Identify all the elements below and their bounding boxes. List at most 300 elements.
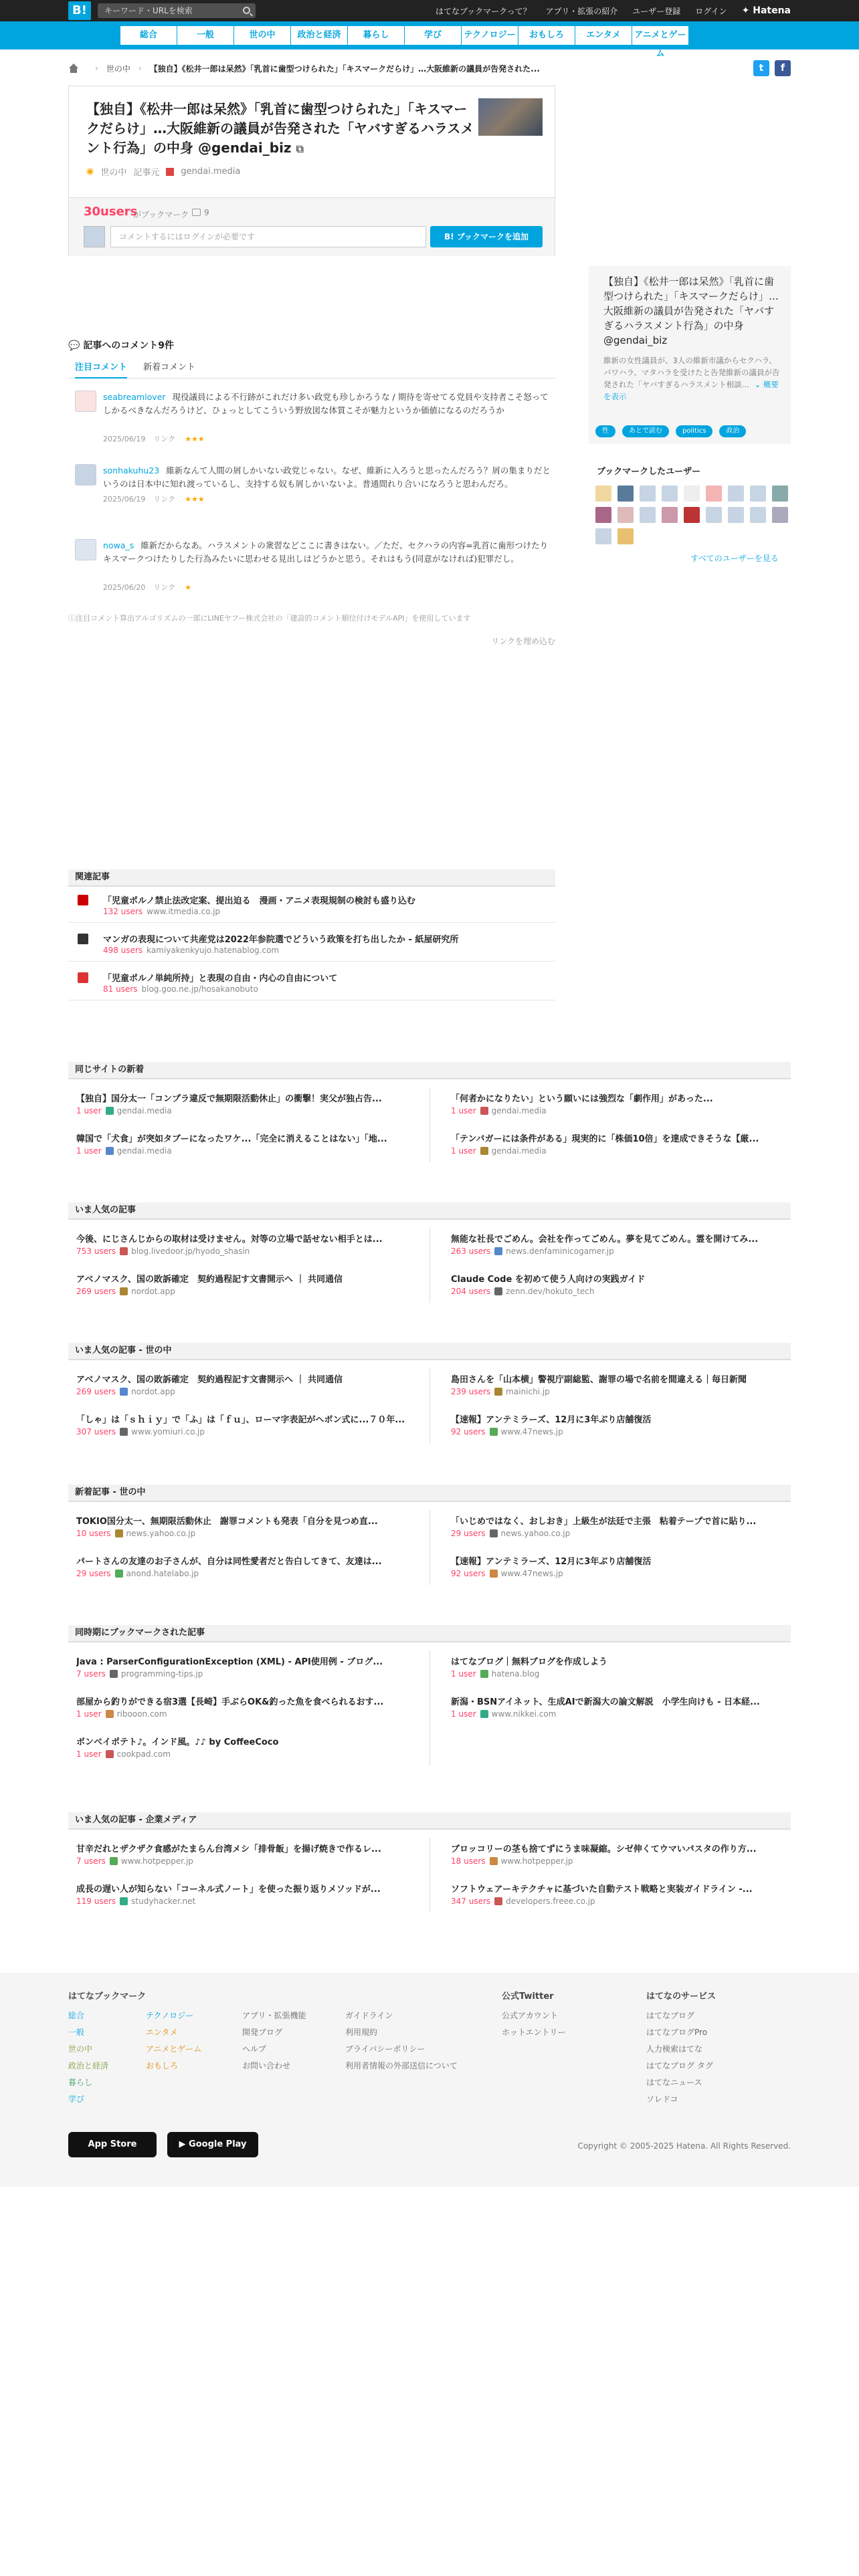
footer-categories-2 (146, 2008, 201, 2074)
site-favicon-icon (494, 1388, 502, 1396)
item-meta (76, 1387, 175, 1396)
item-domain[interactable]: news.yahoo.co.jp (500, 1529, 571, 1538)
summary-label: 概要を表示 (603, 380, 779, 401)
site-favicon-icon (120, 1247, 128, 1255)
item-meta (451, 1427, 563, 1436)
user-avatar[interactable] (617, 486, 634, 502)
list-item[interactable] (68, 1727, 416, 1765)
comment-date[interactable]: 2025/06/19 (103, 495, 146, 504)
star-rating[interactable]: ★★★ (185, 495, 205, 504)
item-users[interactable]: 347 users (451, 1897, 491, 1906)
category-icon: ◉ (86, 167, 94, 177)
comment-user[interactable]: seabreamlover (103, 392, 166, 402)
bookmark-user-avatars (595, 486, 789, 544)
site-favicon-icon (494, 1247, 502, 1255)
user-avatar[interactable] (617, 528, 634, 544)
entry-source[interactable]: gendai.media (181, 167, 241, 177)
user-avatar[interactable] (772, 486, 788, 502)
comment-link[interactable]: リンク (153, 495, 176, 504)
related-item[interactable] (68, 927, 555, 962)
avatar[interactable] (75, 464, 96, 486)
item-users[interactable]: 18 users (451, 1856, 486, 1866)
list-item[interactable] (443, 1506, 791, 1545)
avatar[interactable] (75, 539, 96, 560)
item-domain[interactable]: studyhacker.net (131, 1897, 196, 1906)
category-tab[interactable]: アニメとゲーム (632, 26, 688, 45)
item-domain[interactable]: www.nikkei.com (491, 1709, 557, 1719)
footer-link[interactable]: アプリ・拡張機能 (242, 2011, 306, 2020)
item-meta (451, 1669, 539, 1679)
comment-text: 維新だからなあ。ハラスメントの衆習などここに書きはない。／ただ、セクハラの内容=乳首に歯形つけたりキスマークつけたりした行為みたいに思わせる見出しはどうかと思う。それはもう(同意がなければ)犯罪だし。 (103, 540, 549, 564)
footer-link[interactable]: ソレドコ (646, 2095, 678, 2104)
item-meta (451, 1569, 563, 1578)
comment-meta (103, 433, 205, 444)
category-tab[interactable]: 暮らし (348, 26, 404, 45)
user-avatar[interactable] (617, 507, 634, 523)
embed-link[interactable]: リンクを埋め込む (491, 637, 555, 646)
item-users[interactable]: 1 user (451, 1146, 476, 1156)
item-domain[interactable]: gendai.media (491, 1106, 547, 1115)
item-domain[interactable]: www.hotpepper.jp (500, 1856, 573, 1866)
footer-twitter-heading: 公式Twitter (502, 1992, 554, 2002)
comment-item (75, 464, 555, 531)
item-title[interactable]: 無能な社長でごめん。会社を作ってごめん。夢を見てごめん。霊を開けてみ... (451, 1235, 759, 1245)
tag-chip[interactable]: politics (676, 425, 712, 437)
item-title[interactable]: パートさんの友達のお子さんが、自分は同性愛者だと告白してきて、友達は... (76, 1557, 382, 1567)
item-meta (451, 1856, 573, 1866)
item-title[interactable]: 【速報】アンテミラーズ、12月に3年ぶり店舗復活 (451, 1557, 652, 1567)
item-meta (76, 1669, 203, 1679)
item-users[interactable]: 269 users (76, 1387, 116, 1396)
user-avatar[interactable] (595, 528, 611, 544)
item-domain[interactable]: nordot.app (131, 1287, 175, 1296)
footer-link[interactable]: 一般 (68, 2028, 85, 2037)
avatar[interactable] (75, 391, 96, 412)
search-placeholder: キーワード・URLを検索 (104, 6, 193, 15)
user-avatar[interactable] (662, 507, 678, 523)
site-favicon-icon (78, 934, 88, 944)
list-item[interactable] (68, 1874, 416, 1913)
breadcrumb-title: 【独自】《松井一郎は呆然》「乳首に歯型つけられた」「キスマークだらけ」…大阪維新の議員が告発された... (149, 64, 540, 74)
item-users[interactable]: 10 users (76, 1529, 111, 1538)
entry-thumbnail[interactable] (478, 98, 543, 136)
footer-twitter (502, 1990, 566, 2041)
item-domain[interactable]: www.hotpepper.jp (120, 1856, 193, 1866)
entry-title[interactable] (86, 100, 474, 158)
footer-link[interactable]: テクノロジー (146, 2011, 194, 2020)
related-item[interactable] (68, 888, 555, 923)
footer-link[interactable]: ホットエントリー (502, 2028, 566, 2037)
item-domain[interactable]: gendai.media (491, 1146, 547, 1156)
related-domain[interactable]: kamiyakenkyujo.hatenablog.com (147, 946, 280, 955)
related-title[interactable]: マンガの表現について共産党は2022年参院選でどういう政策を打ち出したか - 紙屋研究所 (103, 935, 459, 945)
item-title[interactable]: 「テンバガーには条件がある」現実的に「株価10倍」を達成できそうな【厳... (451, 1134, 759, 1144)
sidebar-desc-text: 維新の女性議員が、3人の維新市議からセクハラ、パワハラ、マタハラを受けたと告発維新の議員が告発された「ヤバすぎるハラスメント相談... (603, 356, 780, 389)
user-avatar[interactable] (706, 507, 722, 523)
chevron-right-icon: › (138, 64, 142, 73)
item-users[interactable]: 753 users (76, 1247, 116, 1256)
footer-link[interactable]: ガイドライン (345, 2011, 393, 2020)
footer-link[interactable]: はてなブログPro (646, 2028, 708, 2037)
footer-link[interactable]: 人力検索はてな (646, 2044, 703, 2054)
list-item[interactable] (443, 1874, 791, 1913)
tab-new-comments[interactable]: 新着コメント (143, 362, 196, 372)
item-domain[interactable]: developers.freee.co.jp (506, 1897, 595, 1906)
category-tab[interactable]: テクノロジー (462, 26, 518, 45)
item-meta (76, 1529, 195, 1538)
footer-link[interactable]: 暮らし (68, 2078, 93, 2087)
item-users[interactable]: 1 user (76, 1749, 102, 1759)
user-avatar[interactable] (662, 486, 678, 502)
item-domain[interactable]: www.yomiuri.co.jp (131, 1427, 205, 1436)
related-domain[interactable]: blog.goo.ne.jp/hosakanobuto (141, 984, 258, 994)
site-favicon-icon (120, 1388, 128, 1396)
category-tab[interactable]: 総合 (120, 26, 177, 45)
footer-link[interactable]: 利用者情報の外部送信について (345, 2061, 458, 2070)
item-users[interactable]: 263 users (451, 1247, 491, 1256)
list-item[interactable] (68, 1687, 416, 1725)
footer-link[interactable]: 政治と経済 (68, 2061, 109, 2070)
item-title[interactable]: ソフトウェアーキテクチャに基づいた自動テスト戦略と実装ガイドライン -... (451, 1885, 753, 1895)
category-tab[interactable]: 学び (405, 26, 461, 45)
item-title[interactable]: アベノマスク、国の敗訴確定 契約過程記す文書開示へ ｜ 共同通信 (76, 1275, 343, 1285)
comment-text: 現役議員による不行跡がこれだけ多い政党も珍しかろうな / 期待を寄せてる党員や支持者こそ怒ってしかるべきなんだろうけど、ひょっとしてこういう野放図な体質こそが魅力というか価値になるのだろうか (103, 392, 549, 415)
list-item[interactable] (443, 1224, 791, 1263)
related-heading: 関連記事 (68, 869, 555, 887)
star-rating[interactable]: ★★★ (185, 435, 205, 443)
item-domain[interactable]: gendai.media (116, 1106, 172, 1115)
footer-link[interactable]: アニメとゲーム (146, 2044, 202, 2054)
category-tab[interactable]: 一般 (177, 26, 233, 45)
login-link[interactable]: ログイン (695, 6, 727, 16)
list-item[interactable] (443, 1364, 791, 1403)
section-heading: 同時期にブックマークされた記事 (68, 1625, 791, 1642)
comment-link[interactable]: リンク (153, 435, 176, 443)
site-favicon-icon (120, 1287, 128, 1295)
item-domain[interactable]: programming-tips.jp (120, 1669, 203, 1679)
tag-chip[interactable]: あとで読む (622, 425, 669, 437)
footer-link[interactable]: はてなブログ (646, 2011, 695, 2020)
comment-count: 9 (204, 208, 209, 217)
footer-link[interactable]: はてなニュース (646, 2078, 702, 2087)
related-users[interactable]: 81 users (103, 984, 138, 994)
item-domain[interactable]: news.yahoo.co.jp (126, 1529, 196, 1538)
star-rating[interactable]: ★ (185, 583, 192, 592)
list-item[interactable] (68, 1364, 416, 1403)
item-domain[interactable]: www.47news.jp (500, 1569, 563, 1578)
list-item[interactable] (68, 1834, 416, 1872)
site-favicon-icon (110, 1857, 118, 1865)
tab-featured-comments[interactable]: 注目コメント (75, 361, 127, 379)
tag-chip[interactable]: 性 (595, 425, 615, 437)
item-title[interactable]: 【速報】アンテミラーズ、12月に3年ぶり店舗復活 (451, 1415, 652, 1425)
item-title[interactable]: 甘辛だれとザクザク食感がたまらん台湾メシ「排骨飯」を揚げ焼きで作るレ... (76, 1844, 381, 1854)
item-users[interactable]: 239 users (451, 1387, 491, 1396)
footer-link[interactable]: 学び (68, 2095, 85, 2104)
site-favicon-icon (490, 1529, 498, 1537)
item-meta (451, 1897, 595, 1906)
play-icon: ▶ (179, 2139, 186, 2149)
comment-item (75, 391, 555, 457)
list-item[interactable] (443, 1123, 791, 1162)
comment-meta (103, 582, 191, 593)
item-users[interactable]: 29 users (76, 1569, 111, 1578)
item-users[interactable]: 1 user (451, 1669, 476, 1679)
list-item[interactable] (443, 1264, 791, 1303)
item-title[interactable]: ブロッコリーの茎も捨てずにうま味凝縮。シゼ伸くてウマいパスタの作り方... (451, 1844, 757, 1854)
entry-actions (69, 197, 555, 256)
item-title[interactable]: 今後、にじさんじからの取材は受けません。対等の立場で話せない相手とは... (76, 1235, 383, 1245)
item-users[interactable]: 1 user (451, 1709, 476, 1719)
site-favicon-icon (106, 1750, 114, 1758)
item-users[interactable]: 119 users (76, 1897, 116, 1906)
list-item[interactable] (68, 1123, 416, 1162)
tag-chip[interactable]: 政治 (719, 425, 746, 437)
avatar (84, 226, 105, 247)
source-favicon-icon (166, 168, 174, 176)
item-domain[interactable]: ribooon.com (116, 1709, 167, 1719)
add-bookmark-button[interactable]: B! ブックマークを追加 (430, 226, 543, 247)
source-label: 記事元 (133, 168, 160, 178)
comment-meta (103, 494, 205, 504)
footer-link[interactable]: おもしろ (146, 2061, 179, 2070)
top-bar (0, 0, 859, 21)
user-avatar[interactable] (640, 507, 656, 523)
list-item[interactable] (443, 1646, 791, 1685)
user-avatar[interactable] (684, 507, 700, 523)
bookmark-users-heading: ブックマークしたユーザー (597, 467, 701, 477)
item-title[interactable]: 【独自】国分太一「コンプラ違反で無期限活動休止」の衝撃！実父が独占告... (76, 1094, 382, 1104)
comments-heading (68, 338, 174, 352)
google-play-label: Google Play (189, 2139, 247, 2149)
site-favicon-icon (490, 1570, 498, 1578)
section-heading: いま人気の記事 (68, 1202, 791, 1220)
user-avatar[interactable] (706, 486, 722, 502)
item-domain[interactable]: www.47news.jp (500, 1427, 563, 1436)
item-users[interactable]: 269 users (76, 1287, 116, 1296)
list-item[interactable] (443, 1546, 791, 1585)
category-tab[interactable]: おもしろ (518, 26, 575, 45)
home-icon[interactable] (68, 64, 79, 73)
section-heading: 新着記事 - 世の中 (68, 1485, 791, 1502)
all-users-link[interactable]: すべてのユーザーを見る (690, 554, 779, 563)
item-title[interactable]: Java : ParserConfigurationException (XML) - API使用例 - ブログ... (76, 1657, 383, 1667)
sidebar-title[interactable]: 【独自】《松井一郎は呆然》「乳首に歯型つけられた」「キスマークだらけ」…大阪維新の議員が告発された「ヤバすぎるハラスメント行為」の中身 @gendai_biz (603, 276, 779, 346)
comment-input[interactable]: コメントするにはログインが必要です (110, 226, 426, 247)
item-title[interactable]: 部屋から釣りができる宿3選【長崎】手ぶらOK&釣った魚を食べられるおす... (76, 1697, 384, 1707)
item-users[interactable]: 1 user (76, 1106, 102, 1115)
item-users[interactable]: 7 users (76, 1669, 106, 1679)
user-avatar[interactable] (750, 507, 766, 523)
site-favicon-icon (115, 1529, 123, 1537)
item-meta (451, 1146, 547, 1156)
external-link-icon[interactable]: ⧉ (296, 142, 304, 155)
comment-body (103, 391, 555, 417)
list-item[interactable] (443, 1404, 791, 1443)
list-item[interactable] (68, 1264, 416, 1303)
list-item[interactable] (68, 1506, 416, 1545)
site-favicon-icon (490, 1428, 498, 1436)
footer-link[interactable]: ヘルプ (242, 2044, 267, 2054)
app-store-badge[interactable] (68, 2132, 157, 2157)
site-favicon-icon (78, 895, 88, 905)
apps-link[interactable]: アプリ・拡張の紹介 (545, 6, 618, 16)
list-item[interactable] (443, 1834, 791, 1872)
item-title[interactable]: 韓国で「犬食」が突如タブーになったワケ...「完全に消えることはない」「地... (76, 1134, 387, 1144)
site-favicon-icon (480, 1710, 488, 1718)
item-domain[interactable]: nordot.app (131, 1387, 175, 1396)
comment-icon (192, 209, 201, 216)
item-title[interactable]: 「しゃ」は「ｓｈｉｙ」で「ふ」は「ｆｕ」、ローマ字表記がヘボン式に...７０年... (76, 1415, 405, 1425)
item-title[interactable]: TOKIO国分太一、無期限活動休止 謝罪コメントも発表「自分を見つめ直... (76, 1517, 378, 1527)
site-favicon-icon (78, 972, 88, 983)
search-icon[interactable] (243, 7, 250, 14)
item-domain[interactable]: news.denfaminicogamer.jp (506, 1247, 614, 1256)
item-title[interactable]: 成長の遅い人が知らない「コーネル式ノート」を使った振り返りメソッドが... (76, 1885, 381, 1895)
about-link[interactable]: はてなブックマークって？ (435, 6, 531, 16)
category-bar (0, 21, 859, 59)
list-item[interactable] (68, 1546, 416, 1585)
comment-date[interactable]: 2025/06/19 (103, 435, 146, 443)
footer-link[interactable]: 総合 (68, 2011, 85, 2020)
item-title[interactable]: 新潟・BSNアイネット、生成AIで新潟大の論文解説 小学生向けも - 日本経... (451, 1697, 760, 1707)
google-play-badge[interactable] (167, 2132, 258, 2157)
twitter-share-icon[interactable]: t (753, 60, 769, 76)
user-avatar[interactable] (728, 486, 744, 502)
category-tab[interactable]: 政治と経済 (291, 26, 347, 45)
entry-meta (86, 165, 240, 178)
entry-title-text: 【独自】《松井一郎は呆然》「乳首に歯型つけられた」「キスマークだらけ」…大阪維新の議員が告発された「ヤバすぎるハラスメント行為」の中身 @gendai_biz (86, 101, 474, 156)
hatena-logo-icon: ✦ (741, 5, 750, 16)
item-title[interactable]: ボンベイポテト♪。インド風。♪♪ by CoffeeCoco (76, 1737, 279, 1747)
copyright: Copyright © 2005-2025 Hatena. All Rights Reserved. (577, 2141, 791, 2151)
user-avatar[interactable] (595, 486, 611, 502)
list-item[interactable] (68, 1646, 416, 1685)
item-domain[interactable]: hatena.blog (491, 1669, 540, 1679)
related-users[interactable]: 132 users (103, 907, 143, 916)
category-tab[interactable]: エンタメ (575, 26, 632, 45)
related-item[interactable] (68, 966, 555, 1000)
comment-item (75, 539, 555, 606)
bookmark-users-count[interactable]: 30users (84, 205, 138, 219)
item-users[interactable]: 92 users (451, 1427, 486, 1436)
list-item[interactable] (443, 1687, 791, 1725)
site-favicon-icon (490, 1857, 498, 1865)
item-domain[interactable]: blog.livedoor.jp/hyodo_shasin (131, 1247, 250, 1256)
entry-box (68, 86, 555, 256)
item-domain[interactable]: mainichi.jp (506, 1387, 550, 1396)
facebook-share-icon[interactable]: f (775, 60, 791, 76)
item-title[interactable]: Claude Code を初めて使う人向けの実践ガイド (451, 1275, 646, 1285)
item-meta (451, 1387, 550, 1396)
section-heading: いま人気の記事 - 世の中 (68, 1343, 791, 1360)
user-avatar[interactable] (640, 486, 656, 502)
item-title[interactable]: 「いじめではなく、おしおき」上級生が法廷で主張 粘着テープで首に貼り... (451, 1517, 757, 1527)
footer-link[interactable]: お問い合わせ (242, 2061, 291, 2070)
item-users[interactable]: 1 user (451, 1106, 476, 1115)
item-meta (76, 1709, 167, 1719)
hatena-brand[interactable] (742, 5, 791, 16)
footer-link[interactable]: プライバシーポリシー (345, 2044, 425, 2054)
site-favicon-icon (494, 1897, 502, 1905)
related-domain[interactable]: www.itmedia.co.jp (147, 907, 221, 916)
item-title[interactable]: アベノマスク、国の敗訴確定 契約過程記す文書開示へ ｜ 共同通信 (76, 1375, 343, 1385)
item-title[interactable]: 「何者かになりたい」という願いには強烈な「劇作用」があった... (451, 1094, 713, 1104)
chevron-down-icon: ⌄ (754, 380, 761, 389)
search-input[interactable] (98, 3, 256, 18)
item-users[interactable]: 204 users (451, 1287, 491, 1296)
footer-link[interactable]: 開発ブログ (242, 2028, 283, 2037)
category-tab[interactable]: 世の中 (234, 26, 290, 45)
item-users[interactable]: 92 users (451, 1569, 486, 1578)
footer-categories (68, 1990, 146, 2108)
section-heading: いま人気の記事 - 企業メディア (68, 1812, 791, 1830)
bookmark-users-label: がブックマーク (133, 210, 189, 219)
comment-user[interactable]: sonhakuhu23 (103, 465, 160, 475)
list-item[interactable] (68, 1083, 416, 1122)
item-domain[interactable]: cookpad.com (116, 1749, 171, 1759)
related-title[interactable]: 「児童ポルノ単純所持」と表現の自由・内心の自由について (103, 974, 338, 984)
comment-user[interactable]: nowa_s (103, 540, 134, 550)
item-title[interactable]: はてなブログ｜無料ブログを作成しよう (451, 1657, 608, 1667)
user-avatar[interactable] (684, 486, 700, 502)
item-domain[interactable]: anond.hatelabo.jp (126, 1569, 199, 1578)
comment-date[interactable]: 2025/06/20 (103, 583, 146, 592)
related-meta (103, 984, 258, 994)
user-avatar[interactable] (772, 507, 788, 523)
footer-policy-links (345, 2008, 458, 2074)
site-favicon-icon (480, 1147, 488, 1155)
user-avatar[interactable] (750, 486, 766, 502)
footer-heading: はてなブックマーク (68, 1992, 147, 2002)
item-domain[interactable]: gendai.media (116, 1146, 172, 1156)
footer-link[interactable]: 利用規約 (345, 2028, 378, 2037)
item-domain[interactable]: zenn.dev/hokuto_tech (506, 1287, 595, 1296)
item-users[interactable]: 29 users (451, 1529, 486, 1538)
signup-link[interactable]: ユーザー登録 (632, 6, 681, 16)
item-users[interactable]: 307 users (76, 1427, 116, 1436)
item-users[interactable]: 1 user (76, 1146, 102, 1156)
item-meta (451, 1529, 570, 1538)
item-meta (76, 1146, 172, 1156)
related-meta (103, 907, 220, 916)
comment-link[interactable]: リンク (153, 583, 176, 592)
item-users[interactable]: 7 users (76, 1856, 106, 1866)
user-avatar[interactable] (595, 507, 611, 523)
related-users[interactable]: 498 users (103, 946, 143, 955)
breadcrumb-section[interactable]: 世の中 (106, 64, 130, 74)
footer-services (646, 1990, 716, 2108)
footer-link[interactable]: 世の中 (68, 2044, 93, 2054)
footer-link[interactable]: エンタメ (146, 2028, 178, 2037)
entry-category[interactable]: 世の中 (100, 168, 127, 178)
item-title[interactable]: 島田さんを「山本横」警視庁副総監、謝罪の場で名前を間違える｜毎日新聞 (451, 1375, 747, 1385)
footer-link[interactable]: はてなブログ タグ (646, 2061, 713, 2070)
item-users[interactable]: 1 user (76, 1709, 102, 1719)
site-favicon-icon (480, 1107, 488, 1115)
user-avatar[interactable] (728, 507, 744, 523)
list-item[interactable] (68, 1224, 416, 1263)
hatena-bookmark-logo[interactable]: B! (68, 1, 91, 20)
comments-heading-icon: 💬 (68, 340, 80, 351)
list-item[interactable] (443, 1083, 791, 1122)
item-meta (76, 1106, 172, 1115)
related-title[interactable]: 「児童ポルノ禁止法改定案、提出迫る 漫画・アニメ表現規制の検討も盛り込む (103, 896, 415, 906)
item-meta (76, 1897, 195, 1906)
footer-services-heading: はてなのサービス (646, 1992, 717, 2002)
list-item[interactable] (68, 1404, 416, 1443)
footer-link[interactable]: 公式アカウント (502, 2011, 558, 2020)
